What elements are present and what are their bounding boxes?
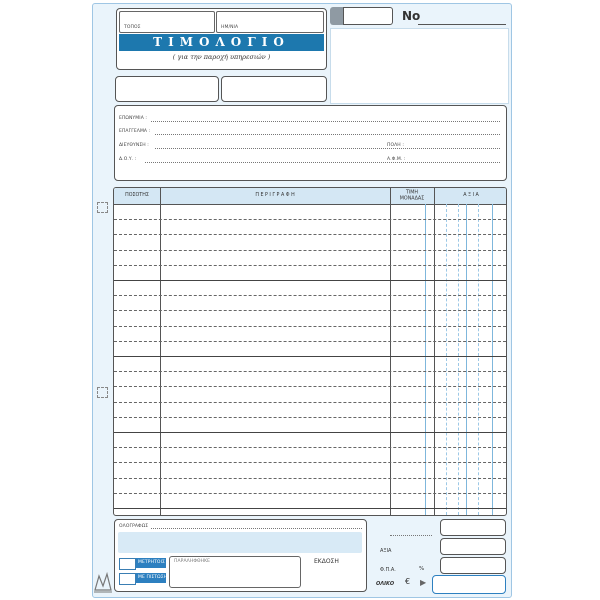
totals-area	[370, 519, 438, 595]
in-words-area[interactable]	[118, 532, 362, 553]
footer-block	[114, 519, 367, 592]
table-row[interactable]	[114, 493, 506, 494]
table-row[interactable]	[114, 371, 506, 372]
place-field[interactable]	[119, 11, 215, 33]
col-header-description: Π Ε Ρ Ι Γ Ρ Α Φ Η	[255, 193, 295, 199]
table-row[interactable]	[114, 310, 506, 311]
unit-price-cents-line	[425, 204, 426, 515]
credit-label-box	[136, 573, 166, 583]
table-row[interactable]	[114, 265, 506, 266]
table-row[interactable]	[114, 508, 506, 509]
value-digit-line-1	[446, 204, 447, 515]
invoice-title: ΤΙΜΟΛΟΓΙΟ	[119, 34, 324, 51]
customer-city-label: ΠΟΛΗ :	[387, 143, 404, 148]
series-field[interactable]	[343, 7, 393, 25]
issuer-area[interactable]	[330, 28, 509, 104]
table-row[interactable]	[114, 280, 506, 281]
table-row[interactable]	[114, 402, 506, 403]
punch-mark-top	[97, 202, 108, 213]
vat-percent: %	[419, 566, 425, 572]
table-row[interactable]	[114, 447, 506, 448]
vat-label: Φ.Π.Α.	[380, 567, 396, 573]
col-header-value: Α Ξ Ι Α	[463, 193, 479, 199]
date-field[interactable]	[216, 11, 324, 33]
col-divider-quantity	[160, 188, 161, 515]
customer-name-line[interactable]	[151, 121, 500, 122]
credit-checkbox[interactable]	[119, 573, 136, 585]
publisher-logo	[92, 568, 114, 594]
customer-profession-line[interactable]	[155, 134, 500, 135]
value-digit-line-4	[478, 204, 479, 515]
table-row[interactable]	[114, 462, 506, 463]
series-tab	[330, 7, 344, 25]
col-divider-description	[390, 188, 391, 515]
table-row[interactable]	[114, 432, 506, 433]
in-words-label: ΟΛΟΓΡΑΦΩΣ	[119, 524, 149, 529]
table-row[interactable]	[114, 417, 506, 418]
totals-top-line	[390, 535, 432, 536]
table-row[interactable]	[114, 234, 506, 235]
table-row[interactable]	[114, 478, 506, 479]
invoice-subtitle: ( για την παροχή υπηρεσιών )	[172, 53, 271, 61]
total-box[interactable]	[432, 575, 506, 594]
value-digit-line-2	[458, 204, 459, 515]
cash-label: ΜΕΤΡΗΤΟΙΣ	[138, 560, 165, 565]
value-label: ΑΞΙΑ	[380, 548, 392, 554]
customer-name-label: ΕΠΩΝΥΜΙΑ :	[119, 116, 148, 121]
col-header-unit-price: ΤΙΜΗ ΜΟΝΑΔΑΣ	[399, 190, 425, 201]
title-block	[116, 8, 327, 70]
customer-address-line[interactable]	[155, 148, 500, 149]
col-header-quantity: ΠΟΣΟΤΗΣ	[125, 193, 149, 199]
subtotal-box-2[interactable]	[440, 538, 506, 555]
extra-field-left[interactable]	[115, 76, 219, 102]
cash-label-box	[136, 558, 166, 568]
invoice-number-label: Νο	[402, 9, 421, 23]
total-label: ΟΛΙΚΟ	[376, 581, 395, 587]
customer-block	[114, 105, 507, 181]
place-label: ΤΟΠΟΣ	[124, 25, 141, 30]
table-row[interactable]	[114, 250, 506, 251]
number-underline	[418, 24, 506, 25]
receiver-field[interactable]	[169, 556, 301, 588]
value-digit-line-3	[466, 204, 467, 515]
customer-profession-label: ΕΠΑΓΓΕΛΜΑ :	[119, 129, 151, 134]
currency-symbol: €	[405, 577, 411, 586]
credit-label: ΜΕ ΠΙΣΤΩΣΗ	[138, 575, 168, 580]
customer-afm-label: Α.Φ.Μ. :	[387, 157, 406, 162]
receiver-label: ΠΑΡΑΛΗΦΘΗΚΕ	[174, 559, 211, 564]
table-row[interactable]	[114, 386, 506, 387]
date-label: ΗΜ/ΝΙΑ	[221, 25, 239, 30]
table-row[interactable]	[114, 219, 506, 220]
issue-label: ΕΚΔΟΣΗ	[314, 558, 339, 565]
table-row[interactable]	[114, 295, 506, 296]
table-row[interactable]	[114, 341, 506, 342]
table-row[interactable]	[114, 326, 506, 327]
col-divider-unit-price	[434, 188, 435, 515]
arrow-icon: ▶	[420, 578, 427, 587]
punch-mark-bottom	[97, 387, 108, 398]
value-box[interactable]	[440, 557, 506, 574]
publisher-logo-icon	[92, 568, 114, 594]
in-words-line[interactable]	[151, 528, 362, 529]
customer-tax-office-line[interactable]	[145, 162, 500, 163]
items-table	[113, 187, 507, 516]
customer-tax-office-label: Δ.Ο.Υ. :	[119, 157, 137, 162]
extra-field-right[interactable]	[221, 76, 327, 102]
table-row[interactable]	[114, 356, 506, 357]
value-cents-line	[492, 204, 493, 515]
cash-checkbox[interactable]	[119, 558, 136, 570]
subtotal-box-1[interactable]	[440, 519, 506, 536]
customer-address-label: ΔΙΕΥΘΥΝΣΗ :	[119, 143, 149, 148]
